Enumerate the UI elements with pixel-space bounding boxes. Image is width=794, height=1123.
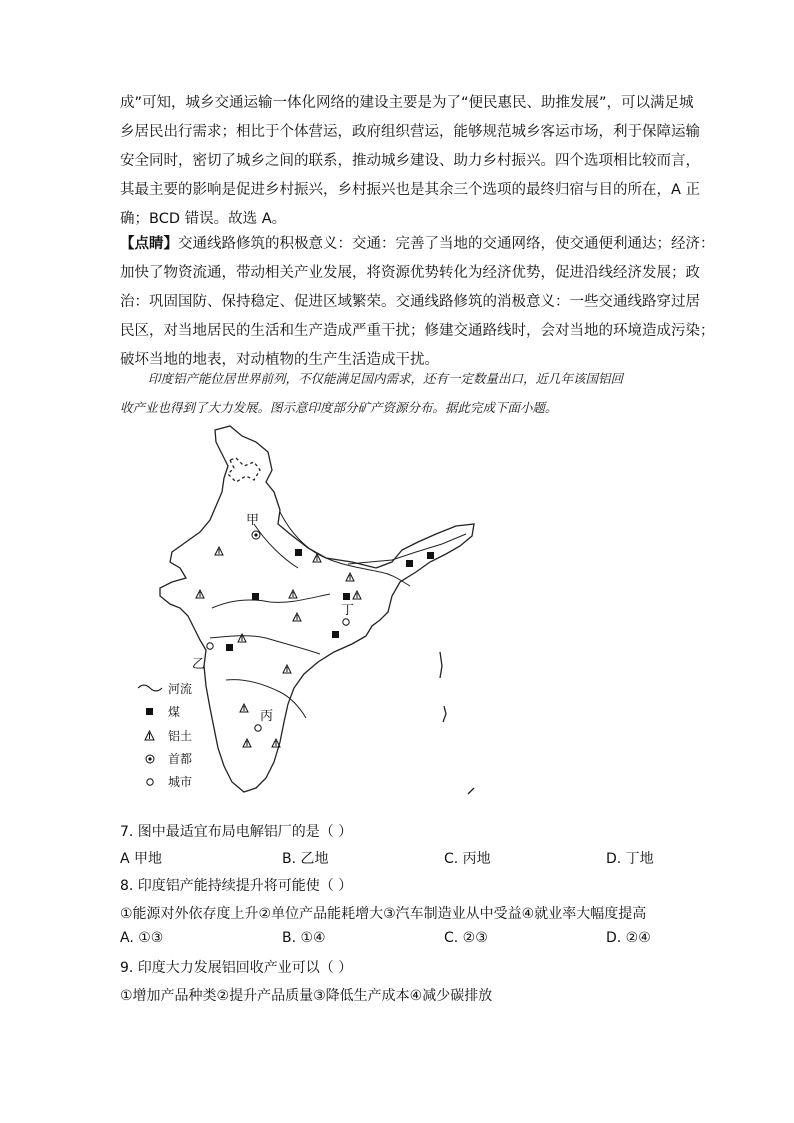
- coal-markers: [226, 549, 434, 651]
- city-marker-bing: [255, 725, 261, 731]
- legend-bauxite-symbol: [145, 731, 154, 740]
- q7-option-b[interactable]: B. 乙地: [282, 851, 329, 867]
- comment-line: 破坏当地的地表，对动植物的生产生活造成干扰。: [120, 352, 439, 368]
- analysis-line: 安全同时，密切了城乡之间的联系，推动城乡建设、助力乡村振兴。四个选项相比较而言，: [120, 153, 700, 169]
- label-yi: 乙: [192, 657, 206, 672]
- comment-line: 交通线路修筑的积极意义：交通：完善了当地的交通网络，使交通便利通达；经济：: [178, 236, 715, 252]
- river-narmada: [212, 594, 330, 608]
- question-8-statement: ①能源对外依存度上升②单位产品能耗增大③汽车制造业从中受益④就业率大幅度提高: [120, 906, 647, 922]
- coal-marker: [252, 593, 259, 600]
- analysis-line: 乡居民出行需求；相比于个体营运，政府组织营运，能够规范城乡客运市场，利于保障运输: [120, 124, 700, 140]
- river-brahmaputra: [348, 534, 466, 564]
- map-legend: [138, 681, 192, 789]
- legend-capital-label: 首都: [168, 752, 193, 766]
- q8-option-c[interactable]: C. ②③: [444, 930, 488, 946]
- coal-marker: [226, 644, 233, 651]
- q7-option-c[interactable]: C. 丙地: [444, 851, 491, 867]
- india-mineral-map: [130, 422, 490, 812]
- bauxite-marker: [240, 704, 248, 712]
- question-7-stem: 7. 图中最适宜布局电解铝厂的是（ ）: [120, 824, 353, 840]
- bauxite-marker: [289, 590, 297, 598]
- q8-option-b[interactable]: B. ①④: [282, 930, 326, 946]
- comment-paragraph: [120, 230, 715, 375]
- capital-marker-dot: [254, 533, 257, 536]
- bauxite-marker: [293, 613, 301, 621]
- legend-coal-label: 煤: [168, 705, 181, 719]
- rivers: [210, 512, 466, 718]
- question-9-stem: 9. 印度大力发展铝回收产业可以（ ）: [120, 960, 353, 976]
- coal-marker: [406, 560, 413, 567]
- bauxite-marker: [215, 547, 223, 555]
- bauxite-marker: [196, 590, 204, 598]
- india-outline: [160, 426, 474, 794]
- coal-marker: [295, 549, 302, 556]
- q7-option-d[interactable]: D. 丁地: [606, 851, 654, 867]
- legend-river-label: 河流: [168, 682, 193, 696]
- comment-label: 【点睛】: [120, 236, 178, 252]
- bauxite-marker: [283, 665, 291, 673]
- comment-line: 加快了物资流通，带动相关产业发展，将资源优势转化为经济优势，促进沿线经济发展；政: [120, 265, 700, 281]
- q8-option-d[interactable]: D. ②④: [606, 930, 651, 946]
- legend-coal-symbol: [146, 708, 153, 715]
- question-9-statement: ①增加产品种类②提升产品质量③降低生产成本④减少碳排放: [120, 988, 493, 1004]
- bauxite-marker: [346, 573, 354, 581]
- analysis-line: 其最主要的影响是促进乡村振兴，乡村振兴也是其余三个选项的最终归宿与目的所在，A 正: [120, 182, 701, 198]
- bauxite-marker: [243, 739, 251, 747]
- place-markers: [207, 531, 349, 731]
- legend-river-symbol: [138, 685, 162, 691]
- city-marker-ding: [343, 619, 349, 625]
- comment-line: 民区，对当地居民的生活和生产造成严重干扰；修建交通路线时，会对当地的环境造成污染；: [120, 323, 715, 339]
- label-bing: 丙: [260, 709, 274, 724]
- label-jia: 甲: [246, 513, 260, 528]
- city-marker-yi: [207, 643, 213, 649]
- coal-marker: [332, 631, 339, 638]
- comment-line: 治：巩固国防、保持稳定、促进区域繁荣。交通线路修筑的消极意义：一些交通线路穿过居: [120, 294, 700, 310]
- intro-line: 收产业也得到了大力发展。图示意印度部分矿产资源分布。据此完成下面小题。: [120, 400, 558, 415]
- bauxite-markers: [196, 547, 361, 747]
- bauxite-marker: [353, 591, 361, 599]
- analysis-line: 确；BCD 错误。故选 A。: [120, 211, 287, 227]
- q8-option-a[interactable]: A. ①③: [120, 930, 164, 946]
- question-intro: [120, 364, 676, 422]
- coal-marker: [343, 593, 350, 600]
- q7-option-a[interactable]: A 甲地: [120, 851, 163, 867]
- coal-marker: [427, 552, 434, 559]
- question-8-stem: 8. 印度铝产能持续提升将可能使（ ）: [120, 878, 353, 894]
- intro-line: 印度铝产能位居世界前列，不仅能满足国内需求，还有一定数量出口，近几年该国铝回: [148, 371, 624, 386]
- legend-city-label: 城市: [168, 775, 193, 789]
- analysis-line: 成”可知，城乡交通运输一体化网络的建设主要是为了“便民惠民、助推发展”，可以满足城: [120, 95, 694, 111]
- label-ding: 丁: [341, 603, 355, 618]
- analysis-paragraph: [120, 89, 701, 234]
- legend-bauxite-label: 铝土: [168, 729, 193, 743]
- legend-city-symbol: [147, 779, 153, 785]
